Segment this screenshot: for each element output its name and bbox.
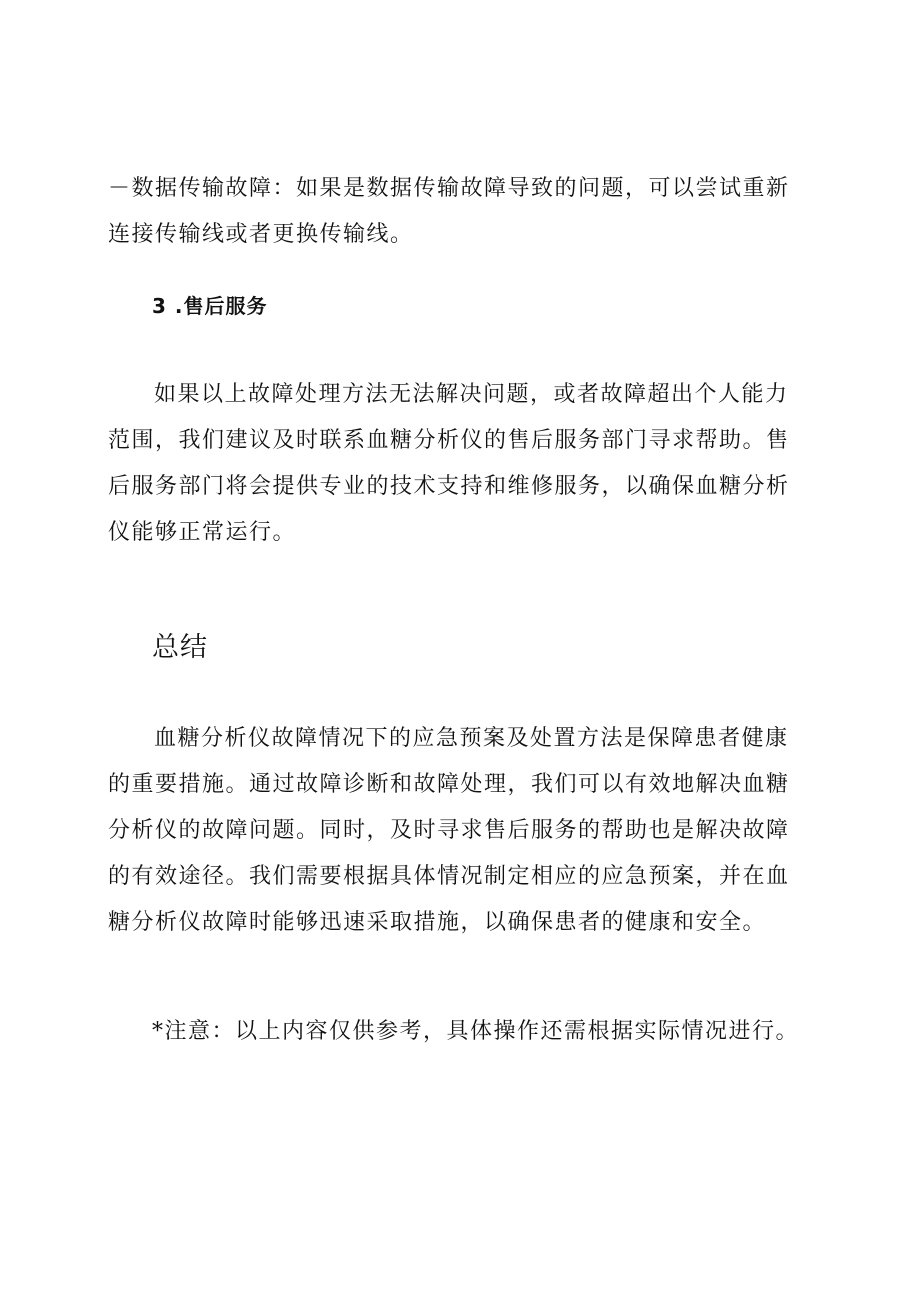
bullet-item-data-transmission-fault: －数据传输故障：如果是数据传输故障导致的问题，可以尝试重新连接传输线或者更换传输线。 [108,176,790,247]
summary-heading: 总结 [152,632,208,663]
section-heading-after-sales: 3 .售后服务 [152,294,268,318]
note-paragraph: *注意：以上内容仅供参考，具体操作还需根据实际情况进行。 [152,1019,800,1044]
summary-paragraph: 血糖分析仪故障情况下的应急预案及处置方法是保障患者健康的重要措施。通过故障诊断和故障处理，我们可以有效地解决血糖分析仪的故障问题。同时，及时寻求售后服务的帮助也是解决故障的有效途径。我们需要根据具体情况制定相应的应急预案，并在血糖分析仪故障时能够迅速采取措施，以确保患者的健康和安全。 [108,726,790,935]
after-sales-paragraph: 如果以上故障处理方法无法解决问题，或者故障超出个人能力范围，我们建议及时联系血糖分析仪的售后服务部门寻求帮助。售后服务部门将会提供专业的技术支持和维修服务，以确保血糖分析仪能够正常运行。 [108,382,790,545]
